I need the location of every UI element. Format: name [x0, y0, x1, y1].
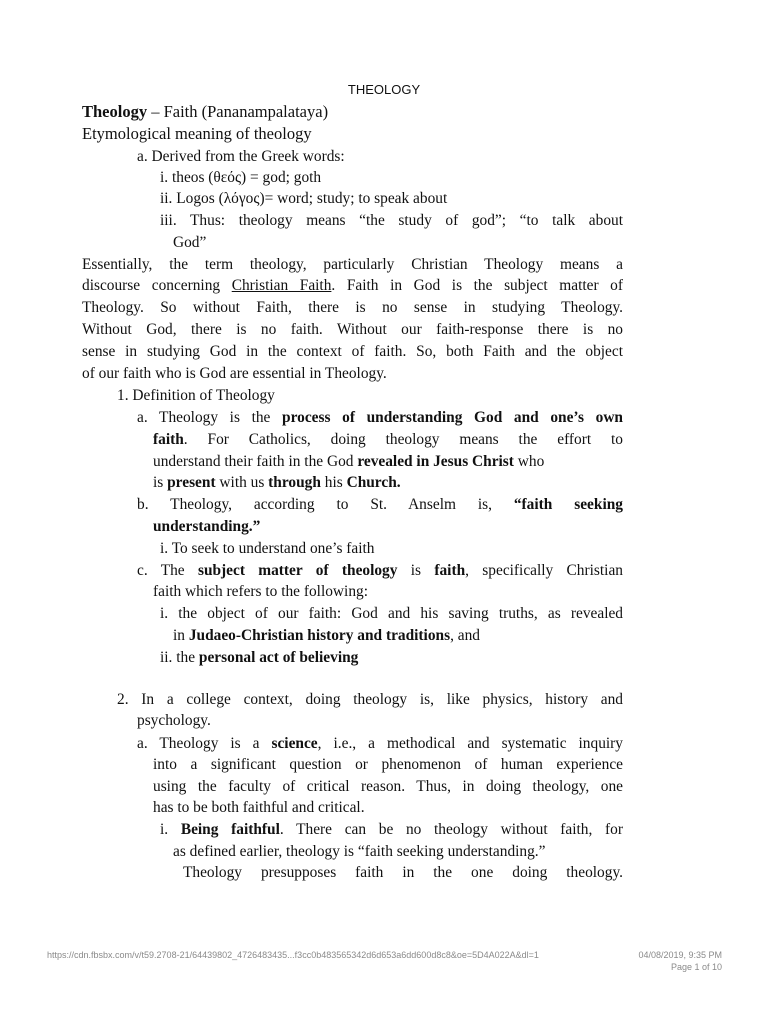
section2-item-cont: psychology. — [137, 712, 211, 729]
heading-rest: – Faith (Pananampalataya) — [147, 102, 329, 121]
heading-term: Theology — [82, 102, 148, 121]
text-span: , and — [450, 627, 480, 644]
etymology-item-a: a. Derived from the Greek words: — [137, 148, 345, 165]
section1-item-a-cont — [153, 473, 401, 493]
etymology-item-i: i. theos (θεός) = god; goth — [160, 169, 322, 186]
section1-item-c-ii — [160, 648, 358, 668]
text-span: a. Theology is the — [137, 409, 283, 426]
text-span: in — [173, 627, 189, 644]
document-title: THEOLOGY — [347, 82, 421, 97]
text-span: , specifically Christian — [465, 562, 623, 579]
text-span: . There can be no theology without faith, for — [279, 821, 623, 838]
bold-text: faith — [153, 431, 184, 448]
section1-item-a — [137, 408, 623, 428]
section2-item-a-cont: into a significant question or phenomenon of human experience — [153, 756, 623, 773]
section1-item-b — [137, 495, 623, 515]
section1-item-b-i: i. To seek to understand one’s faith — [160, 540, 375, 557]
footer-page-number: Page 1 of 10 — [670, 962, 722, 972]
paragraph-line — [82, 276, 623, 296]
etymology-item-iii-cont: God” — [173, 234, 207, 251]
text-span: his — [320, 474, 347, 491]
bold-text: Judaeo-Christian history and traditions — [188, 627, 451, 644]
christian-faith-underlined: Christian Faith — [231, 277, 332, 294]
section1-item-c-cont: faith which refers to the following: — [153, 583, 368, 600]
text-span: , i.e., a methodical and systematic inquiry — [317, 735, 623, 752]
bold-text: through — [268, 474, 321, 491]
section2-item-a-i-cont: as defined earlier, theology is “faith seeking understanding.” — [173, 843, 546, 860]
section1-item-a-cont — [153, 452, 544, 472]
bold-text: science — [271, 735, 318, 752]
text-span: . For Catholics, doing theology means the effort to — [183, 431, 623, 448]
text-span: c. The — [137, 562, 198, 579]
paragraph-line: sense in studying God in the context of faith. So, both Faith and the object — [82, 343, 623, 360]
text-span: understand their faith in the God — [153, 453, 358, 470]
section1-item-c-i-cont — [173, 626, 480, 646]
text-span: ii. the — [160, 649, 199, 666]
section2-item-a-i-cont: Theology presupposes faith in the one doing theology. — [183, 864, 623, 881]
etymology-item-iii: iii. Thus: theology means “the study of god”; “to talk about — [160, 212, 623, 229]
bold-text: “faith seeking — [513, 496, 623, 513]
bold-text: present — [167, 474, 216, 491]
section2-item: 2. In a college context, doing theology is, like physics, history and — [117, 691, 623, 708]
text-span: is — [153, 474, 168, 491]
section1-item-c — [137, 561, 623, 581]
paragraph-line: Without God, there is no faith. Without our faith-response there is no — [82, 321, 623, 338]
bold-text: faith — [434, 562, 466, 579]
section2-item-a — [137, 734, 623, 754]
text-span: who — [513, 453, 545, 470]
text-span: i. — [160, 821, 181, 838]
bold-text: understanding.” — [153, 518, 261, 535]
text-span: discourse concerning — [82, 277, 232, 294]
footer-url[interactable]: https://cdn.fbsbx.com/v/t59.2708-21/64439802_4726483435...f3cc0b483565342d6d653a6dd600d8c8&oe=5D4A022A&dl=1 — [47, 950, 539, 960]
bold-text: Being faithful — [180, 821, 280, 838]
paragraph-line: Essentially, the term theology, particularly Christian Theology means a — [82, 256, 623, 273]
section1-item-a-cont — [153, 430, 623, 450]
bold-text: subject matter of theology — [197, 562, 398, 579]
section1-heading: 1. Definition of Theology — [117, 387, 275, 404]
text-span: . Faith in God is the subject matter of — [331, 277, 623, 294]
text-span: a. Theology is a — [137, 735, 272, 752]
footer-datetime: 04/08/2019, 9:35 PM — [638, 950, 722, 960]
text-span: b. Theology, according to St. Anselm is, — [137, 496, 514, 513]
bold-text: Church. — [346, 474, 401, 491]
heading-line — [82, 102, 328, 122]
bold-text: process of understanding God and one’s own — [282, 409, 623, 426]
section1-item-b-cont — [153, 517, 260, 537]
etymology-item-ii: ii. Logos (λόγος)= word; study; to speak about — [160, 190, 448, 207]
section1-item-c-i: i. the object of our faith: God and his saving truths, as revealed — [160, 605, 623, 622]
text-span: is — [397, 562, 435, 579]
paragraph-line: of our faith who is God are essential in Theology. — [82, 365, 387, 382]
section2-item-a-cont: has to be both faithful and critical. — [153, 799, 365, 816]
section2-item-a-i — [160, 820, 623, 840]
etymology-heading: Etymological meaning of theology — [82, 124, 312, 143]
bold-text: personal act of believing — [198, 649, 359, 666]
section2-item-a-cont: using the faculty of critical reason. Thus, in doing theology, one — [153, 778, 623, 795]
text-span: with us — [215, 474, 269, 491]
paragraph-line: Theology. So without Faith, there is no sense in studying Theology. — [82, 299, 623, 316]
bold-text: revealed in Jesus Christ — [357, 453, 514, 470]
